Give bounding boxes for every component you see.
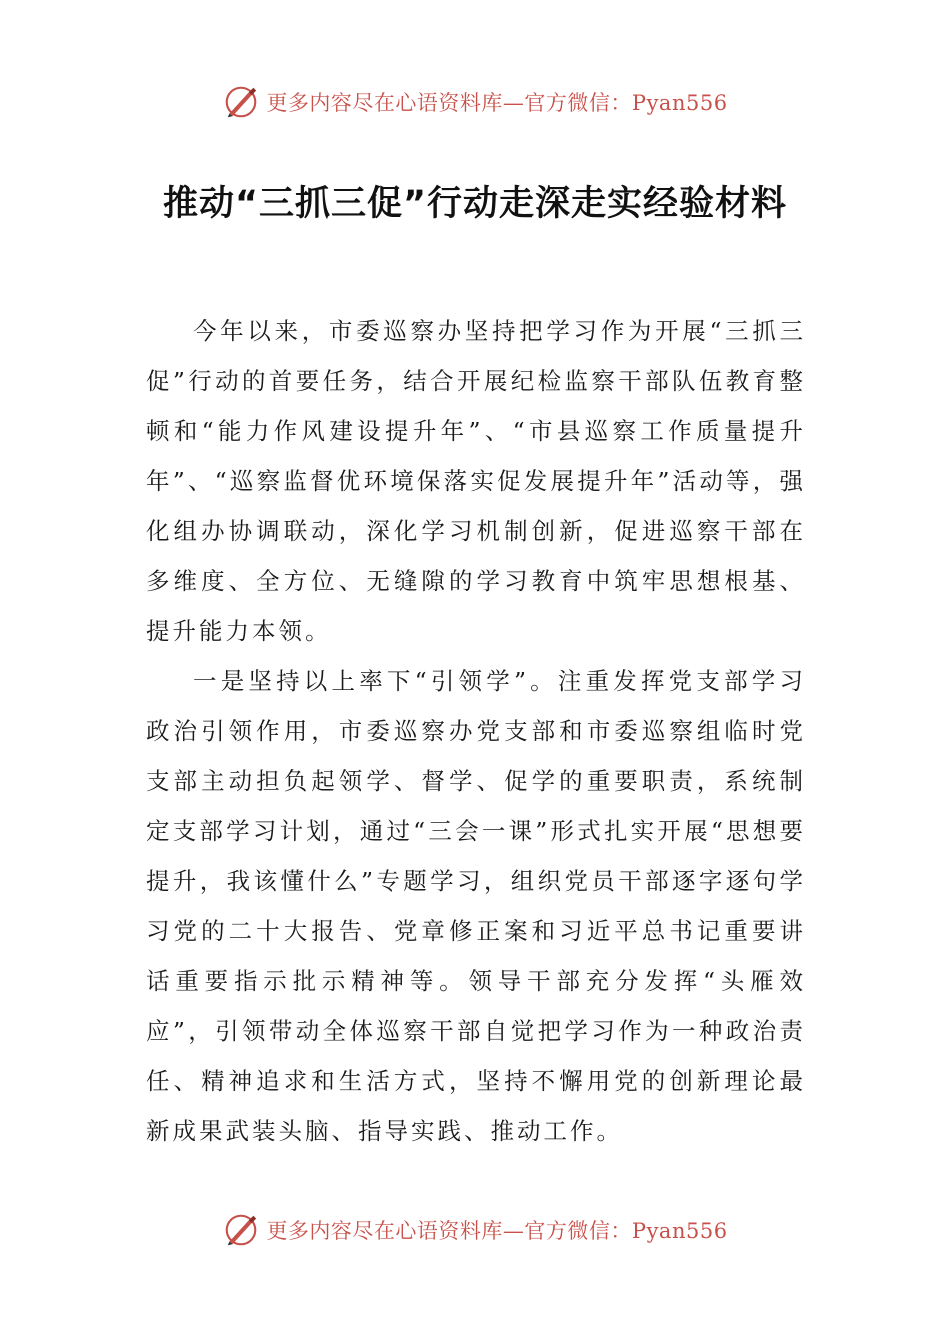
footer-banner	[0, 1210, 950, 1250]
pen-circle-logo-icon	[222, 1211, 260, 1249]
document-body	[146, 306, 806, 1156]
paragraph-point-one: 一是坚持以上率下“引领学”。注重发挥党支部学习政治引领作用，市委巡察办党支部和市委巡察组临时党支部主动担负起领学、督学、促学的重要职责，系统制定支部学习计划，通过“三会一课”形式扎实开展“思想要提升，我该懂什么”专题学习，组织党员干部逐字逐句学习党的二十大报告、党章修正案和习近平总书记重要讲话重要指示批示精神等。领导干部充分发挥“头雁效应”，引领带动全体巡察干部自觉把学习作为一种政治责任、精神追求和生活方式，坚持不懈用党的创新理论最新成果武装头脑、指导实践、推动工作。	[146, 667, 806, 1145]
header-banner	[0, 82, 950, 122]
document-title: 推动“三抓三促”行动走深走实经验材料	[162, 184, 787, 224]
banner-text: 更多内容尽在心语资料库—官方微信：Pyan556	[266, 1219, 728, 1243]
pen-circle-logo-icon	[222, 83, 260, 121]
paragraph-intro: 今年以来，市委巡察办坚持把学习作为开展“三抓三促”行动的首要任务，结合开展纪检监察干部队伍教育整顿和“能力作风建设提升年”、“市县巡察工作质量提升年”、“巡察监督优环境保落实促发展提升年”活动等，强化组办协调联动，深化学习机制创新，促进巡察干部在多维度、全方位、无缝隙的学习教育中筑牢思想根基、提升能力本领。	[146, 317, 806, 645]
banner-text: 更多内容尽在心语资料库—官方微信：Pyan556	[266, 91, 728, 115]
